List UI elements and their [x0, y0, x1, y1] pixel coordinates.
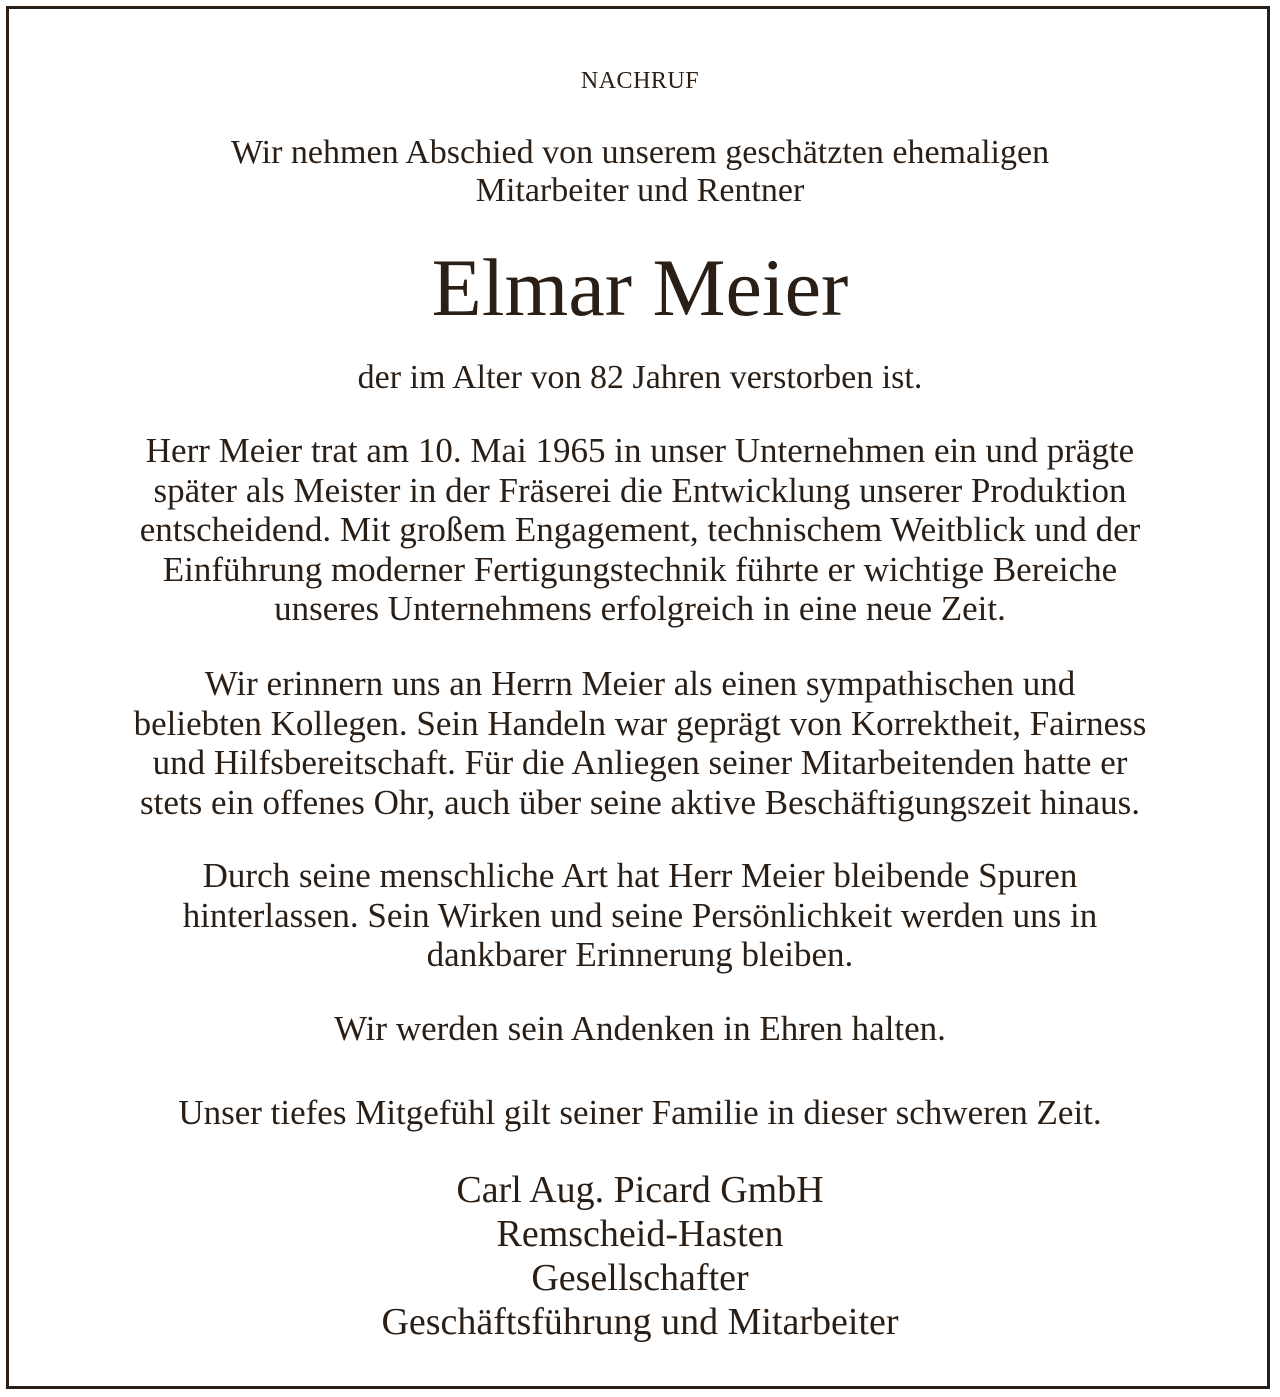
paragraph-line: später als Meister in der Fräserei die Entwicklung unserer Produktion [153, 470, 1127, 510]
paragraph-career [30, 431, 1250, 629]
company-name: Carl Aug. Picard GmbH [456, 1169, 824, 1211]
paragraph-line: Einführung moderner Fertigungstechnik führte er wichtige Bereiche [162, 549, 1118, 589]
deceased-name: Elmar Meier [431, 242, 849, 333]
paragraph-line: Wir erinnern uns an Herrn Meier als einen sympathischen und [204, 664, 1076, 703]
age-line: der im Alter von 82 Jahren verstorben ist. [357, 359, 923, 396]
page-heading: NACHRUF [580, 68, 700, 94]
paragraph-line: dankbarer Erinnerung bleiben. [426, 935, 854, 974]
paragraph-line: und Hilfsbereitschaft. Für die Anliegen seiner Mitarbeitenden hatte er [152, 743, 1128, 782]
intro-text [30, 134, 1250, 210]
intro-line: Mitarbeiter und Rentner [475, 172, 805, 209]
paragraph-line: hinterlassen. Sein Wirken und seine Persönlichkeit werden uns in [182, 895, 1098, 935]
paragraph-line: Unser tiefes Mitgefühl gilt seiner Familie in dieser schweren Zeit. [178, 1093, 1102, 1132]
paragraph-line: beliebten Kollegen. Sein Handeln war geprägt von Korrektheit, Fairness [133, 703, 1147, 743]
paragraph-honor [30, 1009, 1250, 1049]
paragraph-condolence [30, 1093, 1250, 1133]
paragraph-line: entscheidend. Mit großem Engagement, technischem Weitblick und der [139, 510, 1141, 549]
intro-line: Wir nehmen Abschied von unserem geschätzten ehemaligen [230, 134, 1050, 171]
company-location: Remscheid-Hasten [496, 1213, 784, 1255]
paragraph-line: Herr Meier trat am 10. Mai 1965 in unser Unternehmen ein und prägte [145, 431, 1135, 470]
signatory-shareholders: Gesellschafter [531, 1257, 749, 1299]
signature-block [30, 1168, 1250, 1344]
signatory-management: Geschäftsführung und Mitarbeiter [381, 1301, 899, 1343]
paragraph-line: stets ein offenes Ohr, auch über seine aktive Beschäftigungszeit hinaus. [139, 782, 1140, 822]
paragraph-line: Wir werden sein Andenken in Ehren halten. [334, 1009, 946, 1048]
paragraph-line: unseres Unternehmens erfolgreich in eine neue Zeit. [274, 589, 1006, 628]
paragraph-memory [30, 664, 1250, 822]
paragraph-line: Durch seine menschliche Art hat Herr Meier bleibende Spuren [202, 856, 1078, 895]
paragraph-legacy [30, 856, 1250, 975]
